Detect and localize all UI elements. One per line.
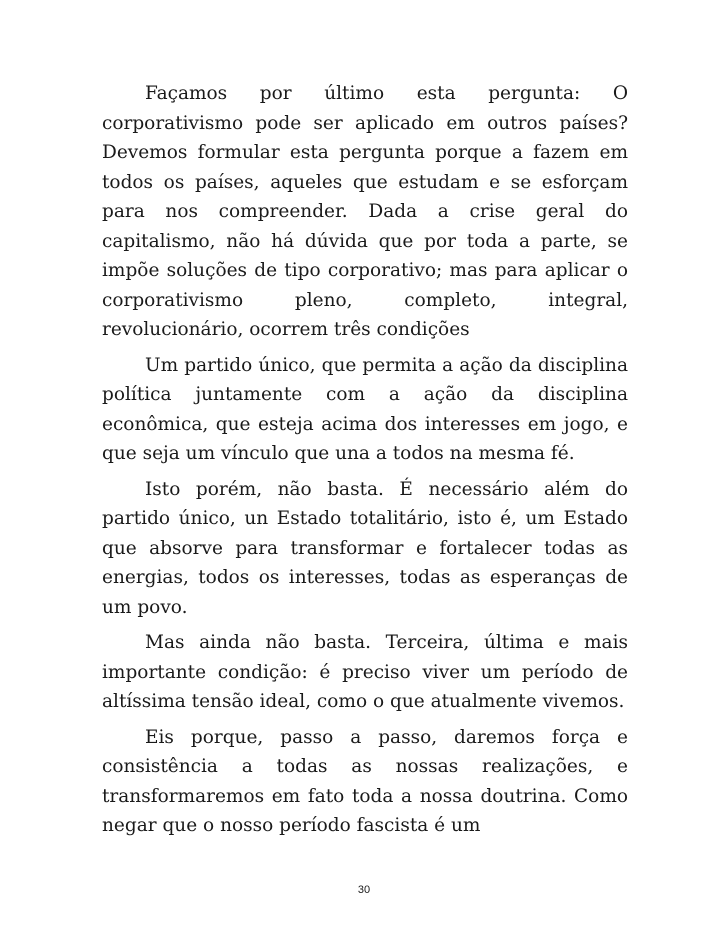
page-number: 30 (357, 884, 371, 896)
paragraph-passo-a-passo: Eis porque, passo a passo, daremos força e consistência a todas as nossas realizações, e transformaremos em fato toda a nossa doutrina. Como negar que o nosso período fascista é um (102, 726, 628, 836)
body-text (102, 79, 628, 847)
paragraph-tensao-ideal: Mas ainda não basta. Terceira, última e mais importante condição: é preciso viver um período de altíssima tensão ideal, como o que atualmente vivemos. (102, 632, 628, 712)
paragraph-estado-totalitario: Isto porém, não basta. É necessário além do partido único, un Estado totalitário, isto é, um Estado que absorve para transformar e fortalecer todas as energias, todos os interesses, todas as esperanças de um povo. (102, 478, 628, 618)
paragraph-partido-unico: Um partido único, que permita a ação da disciplina política juntamente com a ação da disciplina econômica, que esteja acima dos interesses em jogo, e que seja um vínculo que una a todos na mesma fé. (102, 354, 628, 464)
paragraph-corporativismo-question: Façamos por último esta pergunta: O corporativismo pode ser aplicado em outros países? Devemos formular esta pergunta porque a fazem em todos os países, aqueles que estudam e se esforçam para nos compreender. Dada a crise geral do capitalismo, não há dúvida que por toda a parte, se impõe soluções de tipo corporativo; mas para aplicar o corporativismo pleno, completo, integral, revolucionário, ocorrem três condições (102, 83, 628, 340)
